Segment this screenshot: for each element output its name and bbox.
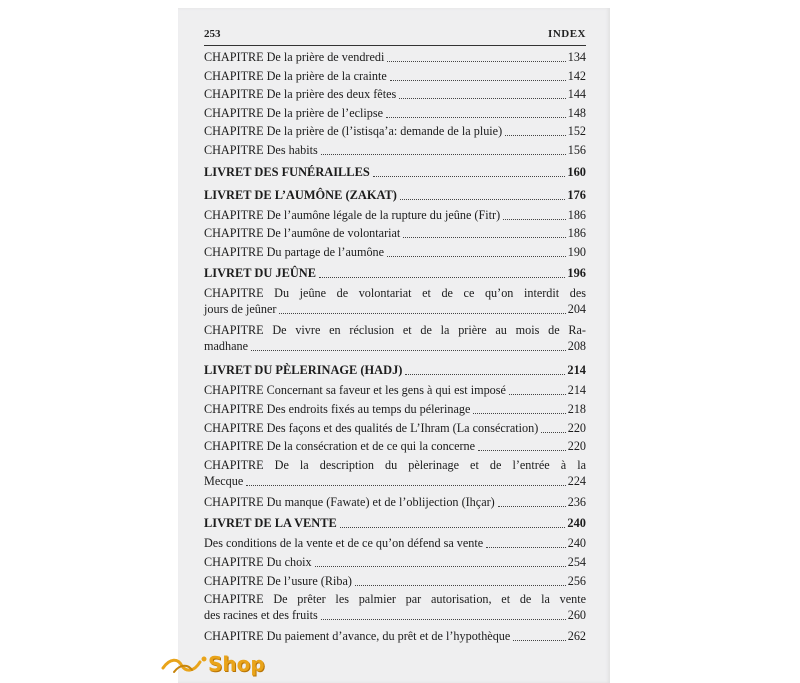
dot-leader — [387, 60, 565, 62]
entry-page-number: 190 — [567, 244, 586, 259]
toc-chapter-entry[interactable] — [204, 123, 586, 142]
dot-leader — [251, 349, 566, 351]
dot-leader — [473, 412, 565, 414]
toc-chapter-entry[interactable] — [204, 86, 586, 105]
entry-title: CHAPITRE Du partage de l’aumône — [204, 244, 385, 259]
toc-chapter-entry[interactable] — [204, 535, 586, 554]
entry-title: CHAPITRE De l’aumône légale de la rupture du jeûne (Fitr) — [204, 207, 501, 222]
entry-page-number: 134 — [567, 50, 586, 64]
toc-chapter-entry[interactable] — [204, 105, 586, 124]
header-rule — [204, 45, 586, 46]
entry-title: CHAPITRE De la prière de la crainte — [204, 68, 387, 83]
entry-page-number: 186 — [567, 226, 586, 241]
dot-leader — [405, 373, 565, 375]
entry-title: CHAPITRE Du paiement d’avance, du prêt et de l’hypothèque — [204, 629, 511, 644]
entry-title: LIVRET DU JEÛNE — [204, 266, 316, 281]
entry-page-number: 196 — [567, 266, 586, 281]
entry-page-number: 176 — [567, 187, 586, 202]
toc-section-entry[interactable] — [204, 359, 586, 382]
dot-leader — [373, 175, 566, 177]
logo-swirl-icon — [160, 650, 210, 678]
section-title: INDEX — [548, 28, 586, 40]
dot-leader — [246, 484, 565, 486]
toc-chapter-entry[interactable] — [204, 573, 586, 592]
toc-chapter-entry[interactable] — [204, 438, 586, 457]
entry-page-number: 236 — [567, 494, 586, 509]
table-of-contents — [204, 49, 586, 647]
dot-leader — [503, 218, 566, 220]
dot-leader — [355, 584, 566, 586]
entry-title: CHAPITRE Des habits — [204, 142, 318, 157]
toc-chapter-entry[interactable] — [204, 382, 586, 401]
entry-title: CHAPITRE Des endroits fixés au temps du pélerinage — [204, 401, 471, 416]
toc-chapter-entry[interactable] — [204, 322, 586, 359]
entry-title: CHAPITRE De la consécration et de ce qui la concerne — [204, 439, 476, 454]
entry-title: CHAPITRE Du manque (Fawate) et de l’oblijection (Ihçar) — [204, 494, 495, 509]
entry-title: LIVRET DE LA VENTE — [204, 516, 337, 531]
entry-page-number: 204 — [567, 302, 586, 317]
dot-leader — [541, 431, 565, 433]
entry-title-line2: madhane — [204, 339, 248, 354]
page-header — [204, 28, 586, 44]
entry-title: CHAPITRE De l’usure (Riba) — [204, 573, 352, 588]
dot-leader — [403, 236, 565, 238]
entry-title-line2: jours de jeûner — [204, 302, 277, 317]
entry-page-number: 148 — [567, 105, 586, 120]
entry-page-number: 208 — [567, 339, 586, 354]
entry-page-number: 256 — [567, 573, 586, 588]
dot-leader — [400, 198, 566, 200]
dot-leader — [513, 639, 565, 641]
entry-title: CHAPITRE Du choix — [204, 554, 312, 569]
logo-text: Shop — [208, 652, 265, 676]
toc-chapter-entry[interactable] — [204, 207, 586, 226]
toc-chapter-entry[interactable] — [204, 68, 586, 87]
dot-leader — [315, 565, 566, 567]
entry-title: LIVRET DU PÈLERINAGE (HADJ) — [204, 363, 403, 378]
toc-section-entry[interactable] — [204, 184, 586, 207]
toc-chapter-entry[interactable] — [204, 225, 586, 244]
toc-section-entry[interactable] — [204, 262, 586, 285]
dot-leader — [386, 116, 566, 118]
entry-title: LIVRET DES FUNÉRAILLES — [204, 164, 370, 179]
dot-leader — [319, 276, 565, 278]
entry-page-number: 240 — [567, 516, 586, 531]
entry-page-number: 160 — [567, 164, 586, 179]
dot-leader — [340, 526, 566, 528]
toc-chapter-entry[interactable] — [204, 401, 586, 420]
entry-page-number: 218 — [567, 401, 586, 416]
entry-title-line1: CHAPITRE De vivre en réclusion et de la prière au mois de Ra- — [204, 323, 586, 338]
toc-section-entry[interactable] — [204, 512, 586, 535]
entry-page-number: 224 — [567, 473, 586, 488]
toc-chapter-entry[interactable] — [204, 628, 586, 647]
shop-logo[interactable] — [160, 650, 285, 678]
dot-leader — [279, 312, 565, 314]
entry-page-number: 186 — [567, 207, 586, 222]
entry-page-number: 142 — [567, 68, 586, 83]
dot-leader — [498, 505, 566, 507]
toc-section-entry[interactable] — [204, 161, 586, 184]
entry-title: CHAPITRE De la prière de l’eclipse — [204, 105, 384, 120]
page-number: 253 — [204, 28, 221, 40]
entry-page-number: 254 — [567, 554, 586, 569]
entry-page-number: 260 — [567, 608, 586, 623]
entry-title: LIVRET DE L’AUMÔNE (ZAKAT) — [204, 187, 397, 202]
toc-chapter-entry[interactable] — [204, 591, 586, 628]
toc-chapter-entry[interactable] — [204, 554, 586, 573]
entry-title: CHAPITRE De la prière de vendredi — [204, 50, 385, 64]
dot-leader — [321, 153, 566, 155]
toc-chapter-entry[interactable] — [204, 285, 586, 322]
toc-chapter-entry[interactable] — [204, 457, 586, 494]
entry-title: Des conditions de la vente et de ce qu’on défend sa vente — [204, 536, 484, 551]
entry-page-number: 214 — [567, 363, 586, 378]
entry-page-number: 144 — [567, 87, 586, 102]
entry-page-number: 156 — [567, 142, 586, 157]
entry-title: CHAPITRE De la prière de (l’istisqa’a: demande de la pluie) — [204, 124, 503, 139]
entry-page-number: 220 — [567, 439, 586, 454]
toc-chapter-entry[interactable] — [204, 142, 586, 161]
entry-page-number: 214 — [567, 383, 586, 398]
entry-title: CHAPITRE De la prière des deux fêtes — [204, 87, 397, 102]
entry-title: CHAPITRE Des façons et des qualités de L’Ihram (La consécration) — [204, 420, 539, 435]
entry-title-line1: CHAPITRE Du jeûne de volontariat et de ce qu’on interdit des — [204, 286, 586, 301]
entry-page-number: 262 — [567, 629, 586, 644]
dot-leader — [387, 255, 566, 257]
entry-title-line2: des racines et des fruits — [204, 608, 318, 623]
dot-leader — [486, 546, 566, 548]
dot-leader — [509, 393, 566, 395]
dot-leader — [399, 97, 565, 99]
dot-leader — [505, 134, 566, 136]
entry-title-line2: Mecque — [204, 473, 244, 488]
entry-title-line1: CHAPITRE De la description du pèlerinage et de l’entrée à la — [204, 457, 586, 472]
entry-title: CHAPITRE Concernant sa faveur et les gens à qui est imposé — [204, 383, 506, 398]
entry-page-number: 220 — [567, 420, 586, 435]
dot-leader — [478, 449, 566, 451]
entry-title: CHAPITRE De l’aumône de volontariat — [204, 226, 401, 241]
entry-page-number: 240 — [567, 536, 586, 551]
toc-chapter-entry[interactable] — [204, 420, 586, 439]
toc-chapter-entry[interactable] — [204, 49, 586, 68]
entry-page-number: 152 — [567, 124, 586, 139]
dot-leader — [390, 79, 566, 81]
toc-chapter-entry[interactable] — [204, 494, 586, 513]
dot-leader — [321, 618, 566, 620]
toc-chapter-entry[interactable] — [204, 244, 586, 263]
entry-title-line1: CHAPITRE De prêter les palmier par autorisation, et de la vente — [204, 592, 586, 607]
